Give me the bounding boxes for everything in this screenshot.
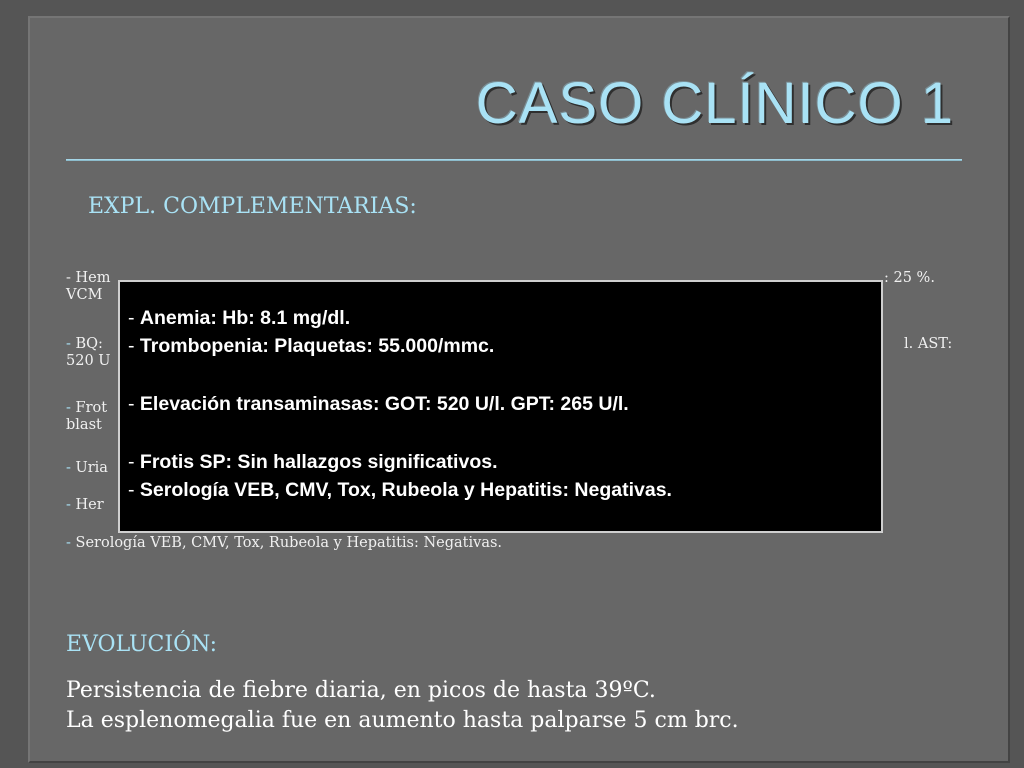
list-item-text: Uria	[75, 460, 108, 476]
summary-dash: -	[128, 451, 140, 473]
list-item-bq	[66, 336, 103, 353]
summary-text: Trombopenia: Plaquetas: 55.000/mmc.	[139, 335, 495, 357]
list-item-bq-tail: l. AST:	[904, 336, 953, 352]
summary-dash: -	[128, 307, 140, 329]
summary-text: Frotis SP: Sin hallazgos significativos.	[139, 451, 498, 473]
list-item-text: Frot	[75, 400, 108, 416]
slide-title: CASO CLÍNICO 1	[475, 71, 954, 136]
summary-item-transaminasas	[128, 390, 881, 418]
summary-spacer	[128, 418, 881, 448]
list-item-hemograma-tail: : 25 %.	[884, 270, 935, 286]
list-item-text: - Hem	[66, 270, 111, 286]
list-dash: -	[66, 460, 71, 476]
summary-item-anemia	[128, 304, 881, 332]
summary-item-trombopenia	[128, 332, 881, 360]
summary-text: Serología VEB, CMV, Tox, Rubeola y Hepatitis: Negativas.	[139, 479, 672, 501]
title-divider	[66, 159, 962, 161]
summary-item-serologia	[128, 476, 881, 504]
summary-dash: -	[128, 335, 140, 357]
summary-text: Elevación transaminasas: GOT: 520 U/l. GPT: 265 U/l.	[139, 393, 629, 415]
summary-overlay-box	[118, 280, 883, 533]
list-dash: -	[66, 497, 71, 513]
list-item-frotis	[66, 400, 107, 417]
list-dash: -	[66, 400, 71, 416]
evolution-line-esplenomegalia: La esplenomegalia fue en aumento hasta palparse 5 cm brc.	[66, 708, 739, 733]
list-item-hemograma	[66, 270, 110, 287]
list-item-blastos: blast	[66, 417, 102, 433]
summary-item-frotis	[128, 448, 881, 476]
list-item-text: Her	[75, 497, 104, 513]
list-dash: -	[66, 336, 71, 352]
list-dash: -	[66, 535, 71, 551]
list-item-hemocultivo	[66, 497, 104, 514]
list-item-uria	[66, 460, 108, 477]
evolution-line-fiebre: Persistencia de fiebre diaria, en picos de hasta 39ºC.	[66, 678, 656, 703]
list-item-text: Serología VEB, CMV, Tox, Rubeola y Hepatitis: Negativas.	[75, 535, 503, 551]
summary-text: Anemia: Hb: 8.1 mg/dl.	[139, 307, 351, 329]
list-item-serologia	[66, 535, 502, 552]
summary-dash: -	[128, 393, 140, 415]
list-item-text: BQ:	[75, 336, 103, 352]
summary-dash: -	[128, 479, 140, 501]
list-item-ast: 520 U	[66, 353, 111, 369]
evolution-text	[66, 676, 739, 736]
section-heading-evolucion: EVOLUCIÓN:	[66, 632, 217, 657]
summary-spacer	[128, 360, 881, 390]
list-item-vcm: VCM	[66, 287, 103, 303]
section-heading-expl-complementarias: EXPL. COMPLEMENTARIAS:	[88, 194, 417, 219]
